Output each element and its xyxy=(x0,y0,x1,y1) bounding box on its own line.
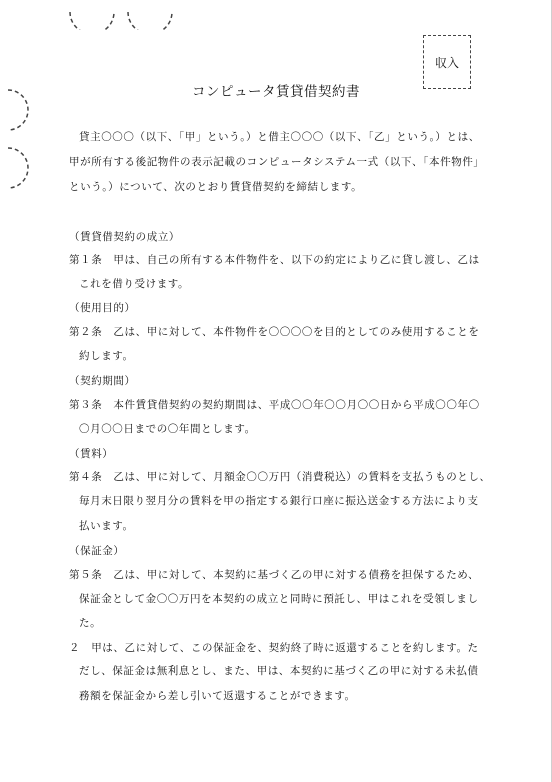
article-heading: （契約期間） xyxy=(69,375,136,387)
article-heading: （賃料） xyxy=(69,448,114,460)
article-line: 第４条 乙は、甲に対して、月額金〇〇万円（消費税込）の賃料を支払うものとし、 xyxy=(69,471,491,483)
preamble-line: 甲が所有する後記物件の表示記載のコンピュータシステム一式（以下、「本件物件」 xyxy=(69,156,485,168)
article-line: 毎月末日限り翌月分の賃料を甲の指定する銀行口座に振込送金する方法により支 xyxy=(79,495,479,507)
article-heading: （保証金） xyxy=(69,545,125,557)
article-line: 約します。 xyxy=(79,350,134,362)
article-line: 第２条 乙は、甲に対して、本件物件を〇〇〇〇を目的としてのみ使用することを xyxy=(69,326,480,338)
article-line: 払います。 xyxy=(79,520,134,532)
article-line: 保証金として金〇〇万円を本契約の成立と同時に預託し、甲はこれを受領しまし xyxy=(79,593,479,605)
preamble-line: という。）について、次のとおり賃貸借契約を締結します。 xyxy=(69,181,363,193)
punch-hole-left-lower-icon xyxy=(4,144,30,192)
article-line: これを借り受けます。 xyxy=(79,278,190,290)
document-title: コンピュータ賃貸借契約書 xyxy=(192,84,360,100)
article-line: 第５条 乙は、甲に対して、本契約に基づく乙の甲に対する債務を担保するため、 xyxy=(69,569,480,581)
punch-hole-top-right-icon xyxy=(124,8,176,30)
article-line: 〇月〇〇日までの〇年間とします。 xyxy=(79,423,256,435)
article-line: 第３条 本件賃貸借契約の契約期間は、平成〇〇年〇〇月〇〇日から平成〇〇年〇 xyxy=(69,399,480,411)
preamble-line: 貸主〇〇〇（以下、「甲」という。）と借主〇〇〇（以下、「乙」という。）とは、 xyxy=(79,131,480,143)
article-line: ２ 甲は、乙に対して、この保証金を、契約終了時に返還することを約します。た xyxy=(69,642,479,654)
punch-hole-top-left-icon xyxy=(66,8,118,30)
article-line: だし、保証金は無利息とし、また、甲は、本契約に基づく乙の甲に対する未払債 xyxy=(79,665,479,677)
article-heading: （使用目的） xyxy=(69,302,136,314)
article-line: 第１条 甲は、自己の所有する本件物件を、以下の約定により乙に貸し渡し、乙は xyxy=(69,254,480,266)
article-line: た。 xyxy=(79,617,102,629)
article-heading: （賃貸借契約の成立） xyxy=(69,231,180,243)
article-line: 務額を保証金から差し引いて返還することができます。 xyxy=(79,690,356,702)
revenue-stamp-label: 収入 xyxy=(434,55,459,70)
